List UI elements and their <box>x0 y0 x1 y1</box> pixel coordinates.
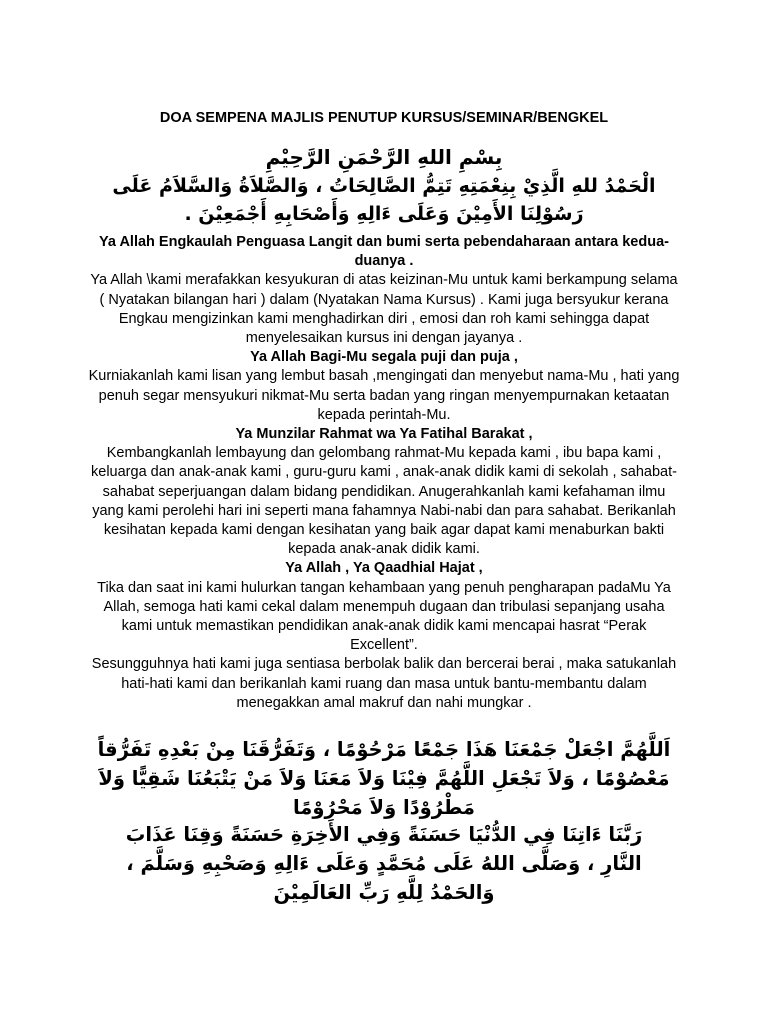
arabic-basmala: بِسْمِ اللهِ الرَّحْمَنِ الرَّحِيْمِ <box>265 145 503 169</box>
prayer-heading: Ya Allah , Ya Qaadhial Hajat , <box>285 560 483 577</box>
prayer-paragraph: Kurniakanlah kami lisan yang lembut basah ,mengingati dan menyebut nama-Mu , hati yang penuh segar mensyukuri nikmat-Mu serta badan yang ringan menyempurnakan ketaatan kepada perintah-Mu. <box>88 368 680 423</box>
arabic-opening-praise: الْحَمْدُ للهِ الَّذِيْ بِنِعْمَتِهِ تَتِمُّ الصَّالِحَاتُ ، وَالصَّلاَةُ وَالسَّلاَمُ عَلَى رَسُوْلِنَا الأَمِيْنَ وَعَلَى ءَالِهِ وَأَصْحَابِهِ أَجْمَعِيْنَ . <box>112 175 656 225</box>
arabic-closing-salawat: رَبَّنَا ءَاتِنَا فِي الدُّنْيَا حَسَنَةً وَفِي الأَخِرَةِ حَسَنَةً وَقِنَا عَذَابَ النَّارِ ، وَصَلَّى اللهُ عَلَى مُحَمَّدٍ وَعَلَى ءَالِهِ وَصَحْبِهِ وَسَلَّمَ ، وَالحَمْدُ لِلَّهِ رَبِّ العَالَمِيْنَ <box>125 823 643 904</box>
prayer-heading: Ya Allah Engkaulah Penguasa Langit dan bumi serta pebendaharaan antara kedua-duanya . <box>99 234 669 270</box>
arabic-closing-prayer: اَللَّهُمَّ اجْعَلْ جَمْعَنَا هَذَا جَمْعًا مَرْحُوْمًا ، وَتَفَرُّقَنَا مِنْ بَعْدِهِ تَفَرُّقاً مَعْصُوْمًا ، وَلاَ تَجْعَلِ اللَّهُمَّ فِيْنَا وَلاَ مَعَنَا وَلاَ مَنْ يَتْبَعُنَا شَقِيًّا وَلاَ مَطْرُوْدًا وَلاَ مَحْرُوْمًا <box>97 738 671 819</box>
prayer-paragraph: Kembangkanlah lembayung dan gelombang rahmat-Mu kepada kami , ibu bapa kami , keluarga dan anak-anak kami , guru-guru kami , anak-anak didik kami di sekolah , sahabat-sahabat seperjuangan dalam bidang pendidikan. Anugerahkanlah kami kefahaman ilmu yang kami perolehi hari ini seperti mana fahamnya Nabi-nabi dan para sahabat. Berikanlah kesihatan kepada kami dengan kesihatan yang baik agar dapat kami menaburkan bakti kepada anak-anak didik kami. <box>91 445 677 558</box>
prayer-paragraph: Sesungguhnya hati kami juga sentiasa berbolak balik dan bercerai berai , maka satukanlah hati-hati kami dan berikanlah kami ruang dan masa untuk bantu-membantu dalam menegakkan amal makruf dan nahi mungkar . <box>91 656 677 711</box>
prayer-heading: Ya Munzilar Rahmat wa Ya Fatihal Barakat , <box>235 426 533 443</box>
prayer-paragraph: Tika dan saat ini kami hulurkan tangan kehambaan yang penuh pengharapan padaMu Ya Allah, semoga hati kami cekal dalam menempuh dugaan dan tribulasi sepanjang usaha kami untuk memastikan pendidikan anak-anak didik kami mencapai hasrat “Perak Excellent”. <box>97 579 671 654</box>
prayer-heading: Ya Allah Bagi-Mu segala puji dan puja , <box>250 349 518 366</box>
prayer-paragraph: Ya Allah \kami merafakkan kesyukuran di atas keizinan-Mu untuk kami berkampung selama ( Nyatakan bilangan hari ) dalam (Nyatakan Nama Kursus) . Kami juga bersyukur kerana Engkau mengizinkan kami menghadirkan diri , emosi dan roh kami sehingga dapat menyelesaikan kursus ini dengan jayanya . <box>90 272 678 347</box>
document-title: DOA SEMPENA MAJLIS PENUTUP KURSUS/SEMINAR/BENGKEL <box>159 110 609 126</box>
prayer-body <box>88 233 680 713</box>
